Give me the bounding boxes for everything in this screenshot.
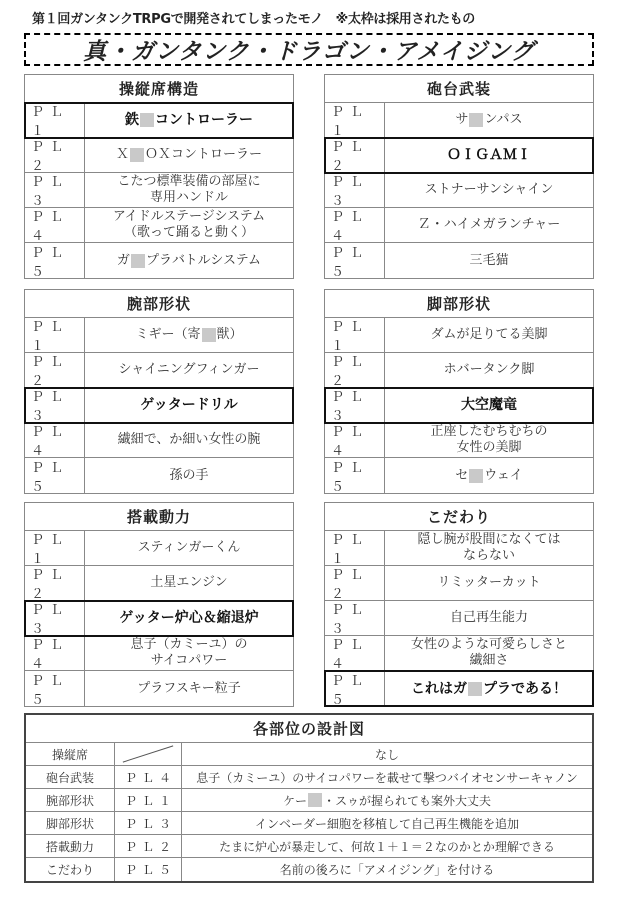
design-player: ＰＬ１ [115, 789, 182, 811]
idea-text: ゲッタードリル [140, 397, 238, 413]
design-part: 搭載動力 [26, 835, 115, 857]
design-text: 息子（カミーユ）のサイコパワーを載せて撃つバイオセンサーキャノン [196, 770, 578, 785]
adopted-row [325, 388, 593, 423]
adopted-row [25, 103, 293, 138]
design-text: ケー ・スゥが握られても案外大丈夫 [283, 793, 491, 808]
table-row [325, 601, 593, 636]
table-row [325, 103, 593, 138]
table-row [25, 173, 293, 208]
table-row [325, 243, 593, 278]
idea-text: 自己再生能力 [449, 610, 528, 625]
header-note: 第１回ガンタンクTRPGで開発されてしまったモノ ※太枠は採用されたもの [32, 12, 476, 27]
player-label: ＰＬ５ [325, 458, 385, 493]
player-label: ＰＬ４ [25, 636, 85, 670]
design-row [26, 743, 592, 766]
idea-text: ミギー（寄 獣） [135, 327, 243, 342]
player-label: ＰＬ２ [25, 138, 85, 172]
player-label: ＰＬ１ [325, 103, 385, 137]
censor-mosaic [469, 113, 483, 127]
adopted-row [25, 388, 293, 423]
player-label: ＰＬ２ [25, 566, 85, 600]
player-label: ＰＬ５ [25, 243, 85, 278]
design-table [24, 713, 594, 883]
player-label: ＰＬ２ [325, 353, 385, 387]
table-leg-shape [324, 289, 594, 494]
table-row [325, 531, 593, 566]
player-label: ＰＬ３ [25, 388, 85, 422]
idea-text: リミッターカット [437, 575, 541, 590]
idea-text: 正座したむちむちの 女性の美脚 [430, 424, 548, 455]
table-row [325, 566, 593, 601]
section-title: 搭載動力 [25, 503, 293, 531]
player-label: ＰＬ１ [325, 318, 385, 352]
title-banner [24, 33, 594, 66]
player-label: ＰＬ４ [25, 423, 85, 457]
player-label: ＰＬ５ [325, 243, 385, 278]
player-label: ＰＬ４ [25, 208, 85, 242]
section-title: 脚部形状 [325, 290, 593, 318]
idea-text: Ｘ ＯＸコントローラー [115, 147, 263, 162]
player-label: ＰＬ１ [25, 103, 85, 137]
design-row [26, 812, 592, 835]
table-cockpit [24, 74, 294, 279]
censor-mosaic [202, 328, 216, 342]
design-table-title: 各部位の設計図 [26, 715, 592, 743]
player-label: ＰＬ２ [325, 566, 385, 600]
idea-text: サ ンパス [455, 112, 523, 127]
censor-mosaic [308, 793, 322, 807]
table-row [325, 423, 593, 458]
player-label: ＰＬ３ [325, 388, 385, 422]
design-part: こだわり [26, 858, 115, 881]
censor-mosaic [140, 113, 154, 127]
idea-text: プラフスキー粒子 [137, 680, 241, 696]
player-label: ＰＬ５ [325, 671, 385, 706]
idea-text: Ｚ・ハイメガランチャー [417, 217, 561, 232]
table-row [325, 353, 593, 388]
idea-text: ダムが足りてる美脚 [430, 327, 548, 342]
idea-text: スティンガーくん [137, 540, 241, 555]
design-text: 名前の後ろに「アメイジング」を付ける [279, 863, 495, 877]
design-player [115, 743, 182, 765]
section-title: こだわり [325, 503, 593, 531]
idea-text: 女性のような可愛らしさと 繊細さ [410, 637, 567, 668]
idea-text: セ ウェイ [455, 467, 523, 483]
idea-text: 土星エンジン [150, 575, 228, 590]
design-player: ＰＬ３ [115, 812, 182, 834]
censor-mosaic [131, 254, 145, 268]
idea-text: 大空魔竜 [461, 397, 517, 413]
player-label: ＰＬ５ [25, 671, 85, 706]
design-text: なし [374, 747, 399, 762]
design-player: ＰＬ４ [115, 766, 182, 788]
design-part: 腕部形状 [26, 789, 115, 811]
idea-text: ガ プラバトルシステム [116, 252, 262, 268]
empty-slash [115, 743, 181, 765]
player-label: ＰＬ２ [325, 138, 385, 172]
idea-text: 三毛猫 [469, 252, 509, 268]
idea-text: ストナーサンシャイン [424, 182, 554, 197]
censor-mosaic [469, 469, 483, 483]
idea-text: ホバータンク脚 [443, 362, 535, 377]
table-row [25, 243, 293, 278]
player-label: ＰＬ２ [25, 353, 85, 387]
design-row [26, 835, 592, 858]
design-part: 砲台武装 [26, 766, 115, 788]
player-label: ＰＬ１ [25, 531, 85, 565]
player-label: ＰＬ３ [325, 601, 385, 635]
idea-text: これはガ プラである！ [411, 680, 567, 697]
table-row [25, 138, 293, 173]
idea-text: こたつ標準装備の部屋に 専用ハンドル [117, 174, 261, 205]
idea-text: アイドルステージシステム （歌って踊ると動く） [112, 209, 266, 240]
design-part: 脚部形状 [26, 812, 115, 834]
design-player: ＰＬ５ [115, 858, 182, 881]
design-part: 操縦席 [26, 743, 115, 765]
adopted-row [25, 601, 293, 636]
section-title: 砲台武装 [325, 75, 593, 103]
table-turret-weapon [324, 74, 594, 279]
table-arm-shape [24, 289, 294, 494]
table-row [325, 208, 593, 243]
page-title: 真・ガンタンク・ドラゴン・アメイジング [83, 39, 535, 65]
table-row [25, 636, 293, 671]
idea-text: 息子（カミーユ）の サイコパワー [130, 637, 248, 668]
player-label: ＰＬ３ [325, 173, 385, 207]
idea-text: ＯＩＧＡＭＩ [447, 147, 531, 163]
design-text: たまに炉心が暴走して、何故１＋１＝２なのかとか理解できる [219, 839, 555, 854]
player-label: ＰＬ１ [325, 531, 385, 565]
censor-mosaic [130, 148, 144, 162]
table-row [25, 208, 293, 243]
design-player: ＰＬ２ [115, 835, 182, 857]
player-label: ＰＬ４ [325, 636, 385, 670]
player-label: ＰＬ１ [25, 318, 85, 352]
table-kodawari [324, 502, 594, 707]
adopted-row [325, 138, 593, 173]
design-row [26, 858, 592, 881]
player-label: ＰＬ４ [325, 423, 385, 457]
table-row [25, 458, 293, 493]
idea-text: 鉄 コントローラー [125, 112, 253, 128]
section-title: 操縦席構造 [25, 75, 293, 103]
table-row [325, 318, 593, 353]
idea-text: 隠し腕が股間になくては ならない [417, 532, 561, 563]
table-row [25, 566, 293, 601]
table-row [325, 458, 593, 493]
player-label: ＰＬ５ [25, 458, 85, 493]
table-row [25, 671, 293, 706]
player-label: ＰＬ４ [325, 208, 385, 242]
table-row [25, 318, 293, 353]
design-row [26, 766, 592, 789]
idea-text: ゲッター炉心＆縮退炉 [119, 610, 259, 626]
idea-text: シャイニングフィンガー [118, 362, 260, 377]
idea-text: 繊細で、か細い女性の腕 [117, 432, 261, 447]
adopted-row [325, 671, 593, 706]
idea-text: 孫の手 [169, 467, 209, 483]
design-row [26, 789, 592, 812]
table-row [325, 173, 593, 208]
table-power-source [24, 502, 294, 707]
table-row [325, 636, 593, 671]
design-text: インベーダー細胞を移植して自己再生機能を追加 [254, 816, 519, 831]
table-row [25, 423, 293, 458]
table-row [25, 353, 293, 388]
player-label: ＰＬ３ [25, 173, 85, 207]
player-label: ＰＬ３ [25, 601, 85, 635]
table-row [25, 531, 293, 566]
censor-mosaic [468, 682, 482, 696]
section-title: 腕部形状 [25, 290, 293, 318]
